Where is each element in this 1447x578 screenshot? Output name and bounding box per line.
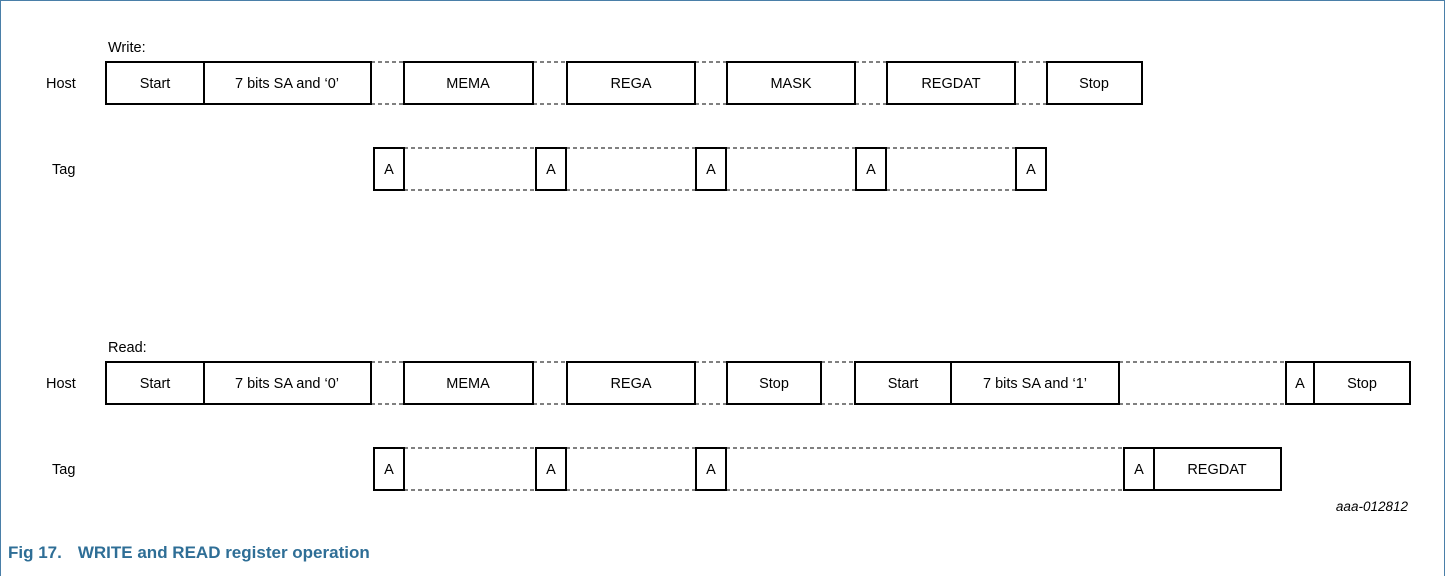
caption-title: WRITE and READ register operation	[77, 543, 370, 562]
write-host-field-mema	[404, 62, 533, 104]
svg-text:A: A	[384, 162, 394, 178]
read-section-label: Read:	[108, 340, 147, 356]
figure-caption	[8, 543, 370, 563]
read-tag-ack-2	[536, 448, 566, 490]
svg-text:A: A	[866, 162, 876, 178]
svg-text:REGA: REGA	[610, 376, 652, 392]
read-tag-field-regdat	[1154, 448, 1281, 490]
svg-text:Start: Start	[887, 376, 919, 392]
read-tag-label: Tag	[52, 462, 76, 478]
figure-code: aaa-012812	[1335, 499, 1408, 514]
write-tag-ack-3	[696, 148, 726, 190]
read-host-field-mema	[404, 362, 533, 404]
svg-text:MEMA: MEMA	[446, 376, 490, 392]
read-host-field-ack	[1286, 362, 1314, 404]
write-tag-ack-1	[374, 148, 404, 190]
svg-text:Stop: Stop	[1347, 376, 1377, 392]
read-host-label: Host	[46, 376, 76, 392]
read-host-field-stop-1	[727, 362, 821, 404]
svg-text:REGDAT: REGDAT	[921, 76, 981, 92]
write-tag-label: Tag	[52, 162, 76, 178]
write-host-label: Host	[46, 76, 76, 92]
write-tag-ack-5	[1016, 148, 1046, 190]
svg-text:REGDAT: REGDAT	[1187, 462, 1247, 478]
read-host-field-stop-2	[1314, 362, 1410, 404]
write-host-field-stop	[1047, 62, 1142, 104]
svg-text:A: A	[546, 462, 556, 478]
svg-text:A: A	[546, 162, 556, 178]
svg-text:A: A	[706, 162, 716, 178]
read-host-field-slave-address-write	[204, 362, 371, 404]
svg-text:A: A	[706, 462, 716, 478]
svg-text:7 bits SA and ‘0’: 7 bits SA and ‘0’	[235, 76, 339, 92]
svg-text:REGA: REGA	[610, 76, 652, 92]
svg-text:Stop: Stop	[1079, 76, 1109, 92]
svg-text:7 bits SA and ‘0’: 7 bits SA and ‘0’	[235, 376, 339, 392]
svg-text:MEMA: MEMA	[446, 76, 490, 92]
caption-number: Fig 17.	[8, 543, 62, 562]
read-host-field-restart	[855, 362, 951, 404]
write-host-field-start	[106, 62, 204, 104]
svg-text:A: A	[1134, 462, 1144, 478]
svg-text:A: A	[1295, 376, 1305, 392]
write-host-field-mask	[727, 62, 855, 104]
svg-text:A: A	[384, 462, 394, 478]
read-host-field-rega	[567, 362, 695, 404]
svg-text:Stop: Stop	[759, 376, 789, 392]
svg-text:Start: Start	[139, 76, 171, 92]
svg-text:MASK: MASK	[770, 76, 812, 92]
svg-text:7 bits SA and ‘1’: 7 bits SA and ‘1’	[983, 376, 1087, 392]
write-host-field-slave-address	[204, 62, 371, 104]
read-host-field-slave-address-read	[951, 362, 1119, 404]
svg-text:Start: Start	[139, 376, 171, 392]
read-tag-ack-1	[374, 448, 404, 490]
read-host-field-start	[106, 362, 204, 404]
write-host-field-regdat	[887, 62, 1015, 104]
svg-text:A: A	[1026, 162, 1036, 178]
write-section-label: Write:	[108, 40, 146, 56]
read-tag-ack-4	[1124, 448, 1154, 490]
write-tag-ack-2	[536, 148, 566, 190]
write-tag-ack-4	[856, 148, 886, 190]
read-tag-ack-3	[696, 448, 726, 490]
write-host-field-rega	[567, 62, 695, 104]
